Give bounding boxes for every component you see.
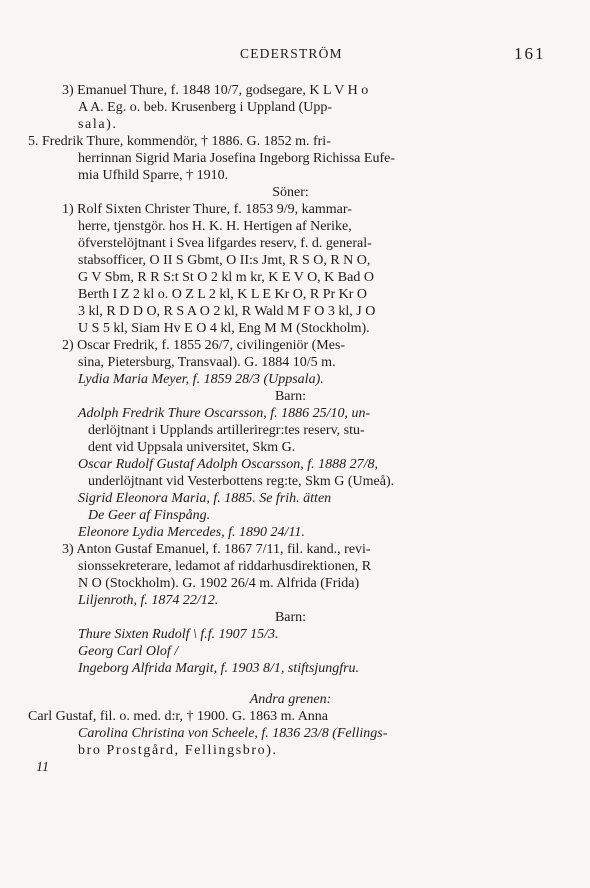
text-line: dent vid Uppsala universitet, Skm G.: [88, 440, 296, 455]
branch-heading: Andra grenen:: [249, 692, 332, 707]
text-line: 5. Fredrik Thure, kommendör, † 1886. G. 1852 m. fri-: [28, 134, 331, 149]
text-line: Lydia Maria Meyer, f. 1859 28/3 (Uppsala).: [78, 372, 324, 387]
text-line: Eleonore Lydia Mercedes, f. 1890 24/11.: [78, 525, 305, 540]
text-line: sina, Pietersburg, Transvaal). G. 1884 10/5 m.: [78, 355, 336, 370]
text-line: mia Ufhild Sparre, † 1910.: [78, 168, 229, 183]
text-line: Thure Sixten Rudolf \ f.f. 1907 15/3.: [78, 627, 279, 642]
text-line: Adolph Fredrik Thure Oscarsson, f. 1886 25/10, un-: [78, 406, 371, 421]
section-label: Barn:: [274, 389, 307, 404]
text-line: sala).: [78, 117, 118, 132]
page-number: 161: [514, 44, 546, 63]
text-line: Georg Carl Olof /: [78, 644, 179, 659]
text-line: 1) Rolf Sixten Christer Thure, f. 1853 9/9, kammar-: [62, 202, 352, 217]
section-label: Barn:: [274, 610, 307, 625]
text-line: 3) Emanuel Thure, f. 1848 10/7, godsegare, K L V H o: [62, 83, 369, 98]
running-head: CEDERSTRÖM: [240, 46, 343, 61]
text-line: underlöjtnant vid Vesterbottens reg:te, Skm G (Umeå).: [88, 474, 395, 489]
section-label: Söner:: [272, 185, 309, 200]
text-line: sionssekreterare, ledamot af riddarhusdirektionen, R: [78, 559, 372, 574]
text-line: Berth I Z 2 kl o. O Z L 2 kl, K L E Kr O, R Pr Kr O: [78, 287, 368, 302]
text-line: herre, tjenstgör. hos H. K. H. Hertigen af Nerike,: [78, 219, 352, 234]
text-line: Carolina Christina von Scheele, f. 1836 23/8 (Fellings-: [78, 726, 388, 741]
signature-mark: 11: [36, 760, 49, 775]
text-line: U S 5 kl, Siam Hv E O 4 kl, Eng M M (Stockholm).: [78, 321, 370, 336]
page-header: [0, 46, 590, 68]
text-line: 2) Oscar Fredrik, f. 1855 26/7, civilingeniör (Mes-: [62, 338, 346, 353]
text-line: Oscar Rudolf Gustaf Adolph Oscarsson, f. 1888 27/8,: [78, 457, 378, 472]
text-line: Sigrid Eleonora Maria, f. 1885. Se frih. ätten: [78, 491, 332, 506]
text-line: N O (Stockholm). G. 1902 26/4 m. Alfrida (Frida): [78, 576, 360, 591]
text-line: 3) Anton Gustaf Emanuel, f. 1867 7/11, fil. kand., revi-: [62, 542, 371, 557]
text-line: stabsofficer, O II S Gbmt, O II:s Jmt, R S O, R N O,: [78, 253, 371, 268]
text-line: herrinnan Sigrid Maria Josefina Ingeborg Richissa Eufe-: [78, 151, 395, 166]
body-text: [28, 82, 553, 776]
text-line: öfverstelöjtnant i Svea lifgardes reserv, f. d. general-: [78, 236, 372, 251]
text-line: 3 kl, R D D O, R S A O 2 kl, R Wald M F O 3 kl, J O: [78, 304, 376, 319]
text-line: Ingeborg Alfrida Margit, f. 1903 8/1, stiftsjungfru.: [78, 661, 360, 676]
text-line: Liljenroth, f. 1874 22/12.: [78, 593, 219, 608]
text-line: bro Prostgård, Fellingsbro).: [78, 743, 278, 758]
text-line: A A. Eg. o. beb. Krusenberg i Uppland (Upp-: [78, 100, 333, 115]
text-line: Carl Gustaf, fil. o. med. d:r, † 1900. G. 1863 m. Anna: [28, 709, 329, 724]
text-line: G V Sbm, R R S:t St O 2 kl m kr, K E V O, K Bad O: [78, 270, 374, 285]
text-line: derlöjtnant i Upplands artilleriregr:tes reserv, stu-: [88, 423, 365, 438]
text-line: De Geer af Finspång.: [88, 508, 211, 523]
